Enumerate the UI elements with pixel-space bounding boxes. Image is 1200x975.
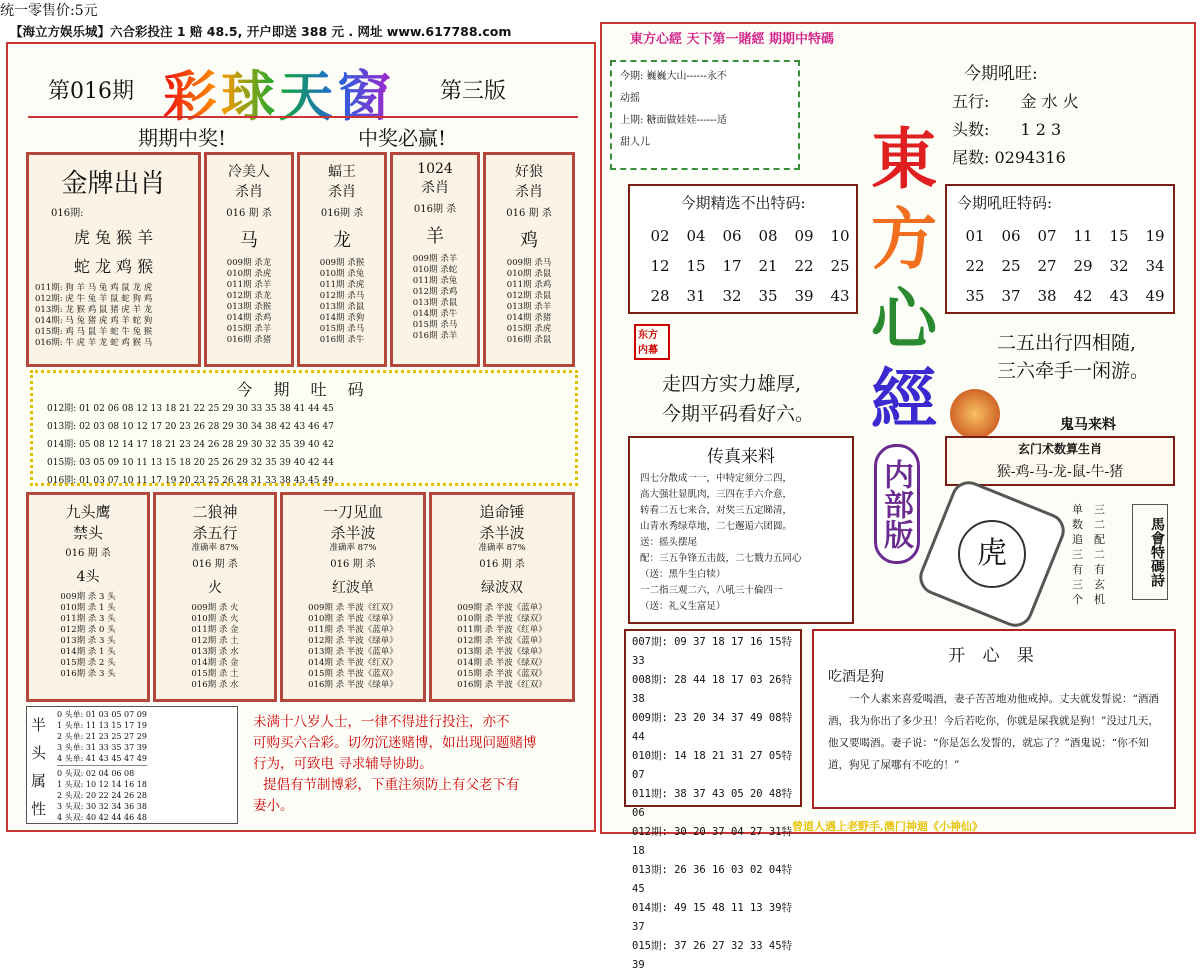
kill2-title: 九头鹰 [65,503,111,521]
kill2-row: 015期 杀 土 [191,669,239,679]
big-title-char: 東 [871,120,937,198]
number-cell: 38 [1037,287,1057,305]
kill-row: 012期 杀鸡 [412,287,458,297]
kill-row: 012期 杀鼠 [506,291,552,301]
kill2-row: 010期 杀 火 [191,614,239,624]
chuanzhen-title: 传真来料 [707,447,775,467]
number-cell: 43 [830,287,850,305]
side-char: 机 [1094,593,1105,606]
hou-box [952,60,1182,180]
kill-row: 011期 杀虎 [319,280,365,290]
number-cell: 32 [722,287,742,305]
big-title-char: 方 [871,200,937,278]
kill-row: 014期 杀牛 [412,309,458,319]
tuma-title: 今 期 吐 码 [236,380,372,399]
side-char: 个 [1072,593,1083,606]
kill2-rate: 准确率 87% [329,543,377,553]
number-cell: 04 [686,227,706,245]
kaixin-title: 开 心 果 [948,646,1040,666]
kill-row: 009期 杀马 [506,258,552,268]
kill-title: 1024 [417,161,453,177]
side-char: 单 [1072,503,1083,516]
hou-weishu-label: 尾数: [952,148,990,167]
bagua-center: 虎 [958,520,1026,588]
gold-line-2: 蛇 龙 鸡 猴 [73,257,154,276]
kill-row: 014期 杀猪 [506,313,552,323]
chuanzhen-line: 高大强壮显肌肉，三四在手六介意， [640,489,793,500]
side-char: 二 [1094,518,1105,531]
gold-history-row: 014期: 马 兔 猪 虎 鸡 羊 蛇 狗 [35,316,153,326]
chuanzhen-line: （送：黑牛生白犊） [640,569,726,580]
history-box [624,629,802,971]
banshu-dan-row: 3 头单: 31 33 35 37 39 [57,743,147,752]
banshu-shuang-row: 2 头双: 20 22 24 26 28 [57,791,147,800]
tuma-row: 016期: 01 03 07 10 11 17 19 20 23 25 26 28 31 33 38 43 45 49 [47,476,334,486]
kill-title: 蝠王 [328,164,356,180]
number-cell: 06 [722,227,742,245]
history-row: 013期: 26 36 16 03 02 04特45 [632,864,793,895]
side-col-2 [1094,502,1110,607]
ad-banner: 【海立方娱乐城】六合彩投注 1 赔 48.5, 开户即送 388 元 . 网址 www.617788.com [10,24,512,39]
kill-row: 011期 杀兔 [412,276,458,286]
number-cell: 25 [1001,257,1021,275]
side-char: 有 [1094,563,1105,576]
kill2-answer: 绿波双 [481,580,523,596]
guima-label: 鬼马来料 [1060,417,1116,433]
tuma-row: 015期: 03 05 09 10 11 13 15 18 20 25 26 29 32 35 39 40 42 44 [47,458,334,468]
kill2-title: 追命锤 [479,503,525,521]
buchu-numbers [642,221,862,311]
number-cell: 10 [830,227,850,245]
tuma-row: 013期: 02 03 08 10 12 17 20 23 26 28 29 30 34 38 42 43 46 47 [47,422,334,432]
kill2-answer: 红波单 [332,580,374,596]
kill-issue: 016 期 杀 [226,208,272,219]
kill2-row: 010期 杀 半波《绿单》 [308,614,398,624]
side-char: 三 [1094,503,1105,516]
kill2-row: 009期 杀 半波《蓝单》 [457,603,547,613]
warning-line: 可购买六合彩。切勿沉迷赌博，如出现问题赌博 [253,735,537,751]
kill2-row: 013期 杀 3 头 [60,636,116,646]
kill2-row: 014期 杀 半波《红双》 [308,658,398,668]
kill2-row: 016期 杀 3 头 [60,669,116,679]
chuanzhen-line: 送：摇头摆尾 [640,537,698,548]
kill2-subtitle: 杀五行 [192,524,238,542]
kill-box-3 [390,152,480,367]
kill-issue: 016 期 杀 [506,208,552,219]
right-header: 東方心經 天下第一賭經 期期中特碼 [630,32,835,47]
kill2-row: 016期 杀 半波《红双》 [457,680,547,690]
kill-row: 010期 杀蛇 [412,265,458,275]
number-cell: 49 [1145,287,1165,305]
kill2-answer: 火 [208,580,222,596]
history-row: 007期: 09 37 18 17 16 15特33 [632,636,793,667]
kill2-row: 012期 杀 半波《蓝单》 [457,636,547,646]
kill2-row: 009期 杀 半波《红双》 [308,603,398,613]
jin-line: 今期: 巍巍大山------永不 [620,71,727,82]
kill-issue: 016期 杀 [413,204,457,215]
number-cell: 37 [1001,287,1021,305]
number-cell: 07 [1037,227,1057,245]
side-char: 三 [1072,578,1083,591]
houte-title: 今期吼旺特码: [957,194,1053,212]
kill2-row: 009期 杀 火 [191,603,239,613]
jin-line: 动摇 [620,93,640,104]
warning-text [253,712,583,817]
brand-title: 彩球天窗 [163,54,395,131]
kill2-subtitle: 杀半波 [479,524,525,542]
kill-row: 015期 杀虎 [506,324,552,334]
number-cell: 09 [794,227,814,245]
number-cell: 12 [650,257,670,275]
kill2-row: 013期 杀 半波《绿单》 [457,647,547,657]
side-col-1 [1072,502,1088,607]
kill-issue: 016期 杀 [320,208,364,219]
gold-shengxiao-box [26,152,201,367]
buchu-title: 今期精选不出特码: [680,194,806,212]
side-char: 配 [1094,533,1105,546]
kill2-issue: 016 期 杀 [479,559,525,570]
price-text: 统一零售价:5元 [0,3,98,19]
chuanzhen-line: 一二指三观二六，八吼三十倫四一 [640,585,783,596]
gold-history-row: 015期: 鸡 马 鼠 羊 蛇 牛 兔 猴 [35,327,153,337]
kill-subtitle: 杀肖 [328,184,356,200]
kill-title: 冷美人 [228,164,270,180]
kill-row: 010期 杀鼠 [506,269,552,279]
number-cell: 39 [794,287,814,305]
edition-label: 第三版 [440,79,507,104]
number-cell: 08 [758,227,778,245]
stamp: 东方内幕 [634,324,670,360]
kill-row: 013期 杀猴 [226,302,272,312]
price-line [0,0,1200,20]
kill-row: 015期 杀马 [319,324,365,334]
gold-line-1: 虎 兔 猴 羊 [73,228,154,247]
kill2-row: 011期 杀 3 头 [60,614,116,624]
number-cell: 22 [794,257,814,275]
history-row: 014期: 49 15 48 11 13 39特37 [632,902,793,933]
banshu-dan-row: 1 头单: 11 13 15 17 19 [57,721,147,730]
kill2-row: 011期 杀 半波《蓝单》 [308,625,398,635]
kill2-row: 012期 杀 0 头 [60,625,116,635]
kill2-row: 015期 杀 半波《蓝双》 [457,669,547,679]
side-char: 有 [1072,563,1083,576]
hou-toushu: 1 2 3 [1020,120,1062,139]
number-cell: 25 [830,257,850,275]
kill-row: 009期 杀龙 [226,258,272,268]
kill-box-4 [483,152,575,367]
kill-row: 012期 杀马 [319,291,365,301]
kill2-row: 014期 杀 1 头 [60,647,116,657]
kill2-box-3 [280,492,426,702]
gold-issue: 016期: [51,208,84,219]
issue-label: 第016期 [48,79,134,104]
kill2-row: 015期 杀 2 头 [60,658,116,668]
history-row: 010期: 14 18 21 31 27 05特07 [632,750,793,781]
jin-line: 甜人儿 [620,137,650,148]
kill2-box-1 [26,492,150,702]
side-char: 玄 [1094,578,1105,591]
kill-row: 014期 杀鸡 [226,313,272,323]
kill-row: 013期 杀鼠 [412,298,458,308]
kill-row: 011期 杀鸡 [506,280,552,290]
kill-row: 016期 杀猪 [226,335,272,345]
number-cell: 19 [1145,227,1165,245]
tuma-box [30,370,578,486]
history-row: 011期: 38 37 43 05 20 48特06 [632,788,793,819]
banshu-dan-row: 0 头单: 01 03 05 07 09 [57,710,147,719]
xuanmen-title: 玄门术数算生肖 [1017,442,1102,456]
kill-row: 012期 杀龙 [226,291,272,301]
gold-history-row: 012期: 虎 牛 兔 羊 鼠 蛇 狗 鸡 [35,294,153,304]
kill-row: 009期 杀猴 [319,258,365,268]
gold-history-row: 016期: 牛 虎 羊 龙 蛇 鸡 猴 马 [35,338,153,348]
jin-line: 上期: 糖面做娃娃------适 [620,115,727,126]
number-cell: 28 [650,287,670,305]
kill-subtitle: 杀肖 [235,184,263,200]
kill2-title: 二狼神 [192,503,238,521]
chuanzhen-line: （送：礼义生富足） [640,601,726,612]
number-cell: 31 [686,287,706,305]
kill-row: 016期 杀鼠 [506,335,552,345]
number-cell: 43 [1109,287,1129,305]
tuma-row: 014期: 05 08 12 14 17 18 21 23 24 26 28 29 30 32 35 39 40 42 [47,440,334,450]
kill2-row: 015期 杀 半波《蓝双》 [308,669,398,679]
banshu-label-char: 半 [31,716,47,734]
number-cell: 11 [1073,227,1093,245]
verse-2 [997,329,1149,385]
kill2-row: 012期 杀 半波《绿单》 [308,636,398,646]
chuanzhen-line: 配：三五争锋五击鼓，二七戮力五同心 [640,553,802,564]
kill-subtitle: 杀肖 [515,184,543,200]
big-title-char: 心 [871,280,937,358]
kill2-rate: 准确率 87% [191,543,239,553]
kill-answer: 鸡 [520,230,538,251]
number-cell: 22 [965,257,985,275]
banshu-label-char: 头 [31,744,47,762]
verse-line: 二五出行四相随, [997,332,1137,354]
hou-wuxing: 金 水 火 [1020,92,1079,111]
kill-row: 013期 杀羊 [506,302,552,312]
warning-line: 行为，可致电 寻求辅导协助。 [253,756,433,772]
chuanzhen-line: 四七分散成一一，中特定须分二四， [640,473,793,484]
banshu-shuang-row: 4 头双: 40 42 44 46 48 [57,813,147,822]
gold-title: 金牌出肖 [61,169,166,199]
gold-history-row: 013期: 龙 猴 鸡 鼠 猪 虎 羊 龙 [35,305,153,315]
hou-weishu: 0294316 [994,148,1066,167]
xuanmen-box [945,436,1175,486]
xuanmen-seq: 猴-鸡-马-龙-鼠-牛-猪 [996,464,1124,480]
kill2-box-2 [153,492,277,702]
number-cell: 21 [758,257,778,275]
number-cell: 27 [1037,257,1057,275]
mahui-label: 馬會特碼詩 [1132,504,1168,600]
number-cell: 29 [1073,257,1093,275]
kill2-row: 013期 杀 水 [191,647,239,657]
kill-row: 015期 杀马 [412,320,458,330]
kaixin-subtitle: 吃酒是狗 [828,669,884,685]
jin-box [610,60,800,170]
kill-row: 015期 杀羊 [226,324,272,334]
left-page [6,42,596,832]
verse-line: 三六牵手一闲游。 [997,360,1150,382]
kill2-row: 016期 杀 半波《绿单》 [308,680,398,690]
kill-answer: 龙 [333,230,351,251]
kill2-row: 010期 杀 半波《绿双》 [457,614,547,624]
chuanzhen-box [628,436,854,624]
number-cell: 35 [758,287,778,305]
banshu-box [26,706,238,824]
banshu-dan-row: 2 头单: 21 23 25 27 29 [57,732,147,741]
kill-row: 009期 杀羊 [412,254,458,264]
banshu-shuang-row: 0 头双: 02 04 06 08 [57,769,135,778]
banshu-dan-row: 4 头单: 41 43 45 47 49 [57,754,147,763]
number-cell: 17 [722,257,742,275]
kill-title: 好狼 [515,164,543,180]
verse-line: 今期平码看好六。 [662,403,815,425]
tuma-row: 012期: 01 02 06 08 12 13 18 21 22 25 29 30 33 35 38 41 44 45 [47,404,334,414]
kill2-answer: 4头 [76,569,100,585]
history-row: 009期: 23 20 34 37 49 08特44 [632,712,793,743]
kaixin-box [812,629,1176,809]
verse-line: 走四方实力雄厚, [662,373,802,395]
kill-subtitle: 杀肖 [421,180,449,196]
neibu-badge: 内部版 [874,444,920,564]
kill2-row: 014期 杀 半波《绿双》 [457,658,547,668]
side-char: 数 [1072,518,1083,531]
history-row: 008期: 28 44 18 17 03 26特38 [632,674,793,705]
number-cell: 06 [1001,227,1021,245]
kill2-row: 011期 杀 半波《红单》 [457,625,547,635]
houte-numbers [957,221,1177,311]
kill2-row: 009期 杀 3 头 [60,592,116,602]
number-cell: 01 [965,227,985,245]
side-char: 二 [1094,548,1105,561]
number-cell: 15 [1109,227,1129,245]
chuanzhen-line: 山青水秀绿草地，二七邂逅六团圆。 [640,521,793,532]
banshu-shuang-row: 1 头双: 10 12 14 16 18 [57,780,147,789]
kill-row: 016期 杀羊 [412,331,458,341]
kill2-row: 011期 杀 金 [191,625,239,635]
verse-1 [662,369,814,429]
number-cell: 42 [1073,287,1093,305]
slogan-2: 中奖必赢! [358,126,447,150]
houte-box [945,184,1175,314]
kaixin-text: 一个人素来喜爱喝酒，妻子苦苦地劝他戒掉。丈夫就发誓说：“酒酒酒，我为你出了多少丑！今后若吃你，你就是屎我就是狗！”没过几天，他又要喝酒。妻子说：“你是怎么发誓的，就忘了？”酒鬼说：“你不知道，狗见了屎哪有不吃的！” [828,693,1159,771]
chuanzhen-line: 转看二五七来合，对奖三五定睇清， [640,505,793,516]
slogan-1: 期期中奖! [138,126,227,150]
side-char: 追 [1072,533,1083,546]
big-title-char: 經 [871,360,937,438]
banshu-label-char: 性 [31,800,47,818]
kill2-issue: 016 期 杀 [192,559,238,570]
buchu-box [628,184,858,314]
kill2-issue: 016 期 杀 [65,548,111,559]
tiger-icon [950,389,1000,439]
side-char: 三 [1072,548,1083,561]
kill2-row: 014期 杀 金 [191,658,239,668]
kill2-box-4 [429,492,575,702]
kill-row: 014期 杀狗 [319,313,365,323]
hou-wuxing-label: 五行: [952,92,990,111]
kill-row: 011期 杀羊 [226,280,272,290]
kill-box-2 [297,152,387,367]
kill2-row: 010期 杀 1 头 [60,603,116,613]
number-cell: 15 [686,257,706,275]
gold-history-row: 011期: 狗 羊 马 兔 鸡 鼠 龙 虎 [35,283,153,293]
number-cell: 32 [1109,257,1129,275]
history-row: 015期: 37 26 27 32 33 45特39 [632,940,793,971]
footer-text: 曾道人遇上老野手,澳门神迴《小神仙》 [792,820,983,833]
banshu-shuang-row: 3 头双: 30 32 34 36 38 [57,802,147,811]
kill2-subtitle: 禁头 [72,524,103,542]
hou-toushu-label: 头数: [952,120,990,139]
number-cell: 02 [650,227,670,245]
kill2-rate: 准确率 87% [478,543,526,553]
big-title [864,119,944,439]
hou-title: 今期吼旺: [964,64,1038,84]
kill2-title: 一刀见血 [322,503,383,521]
kill-row: 013期 杀鼠 [319,302,365,312]
number-cell: 34 [1145,257,1165,275]
kill-row: 016期 杀牛 [319,335,365,345]
kill2-row: 012期 杀 土 [191,636,239,646]
kill-answer: 马 [240,230,258,251]
kill-row: 010期 杀虎 [226,269,272,279]
banshu-label-char: 属 [31,772,47,790]
warning-line: 未满十八岁人士，一律不得进行投注，亦不 [253,714,510,730]
kill2-subtitle: 杀半波 [330,524,376,542]
number-cell: 35 [965,287,985,305]
right-page [600,22,1196,971]
kill2-row: 013期 杀 半波《蓝单》 [308,647,398,657]
warning-line: 妻小。 [253,798,294,814]
warning-line: 提倡有节制博彩，下重注须防上有父老下有 [263,777,520,793]
kill2-issue: 016 期 杀 [330,559,376,570]
kill2-row: 016期 杀 水 [191,680,239,690]
kill-answer: 羊 [426,226,444,247]
history-row: 012期: 30 20 37 04 27 31特18 [632,826,793,857]
kill-box-1 [204,152,294,367]
kill-row: 010期 杀兔 [319,269,365,279]
